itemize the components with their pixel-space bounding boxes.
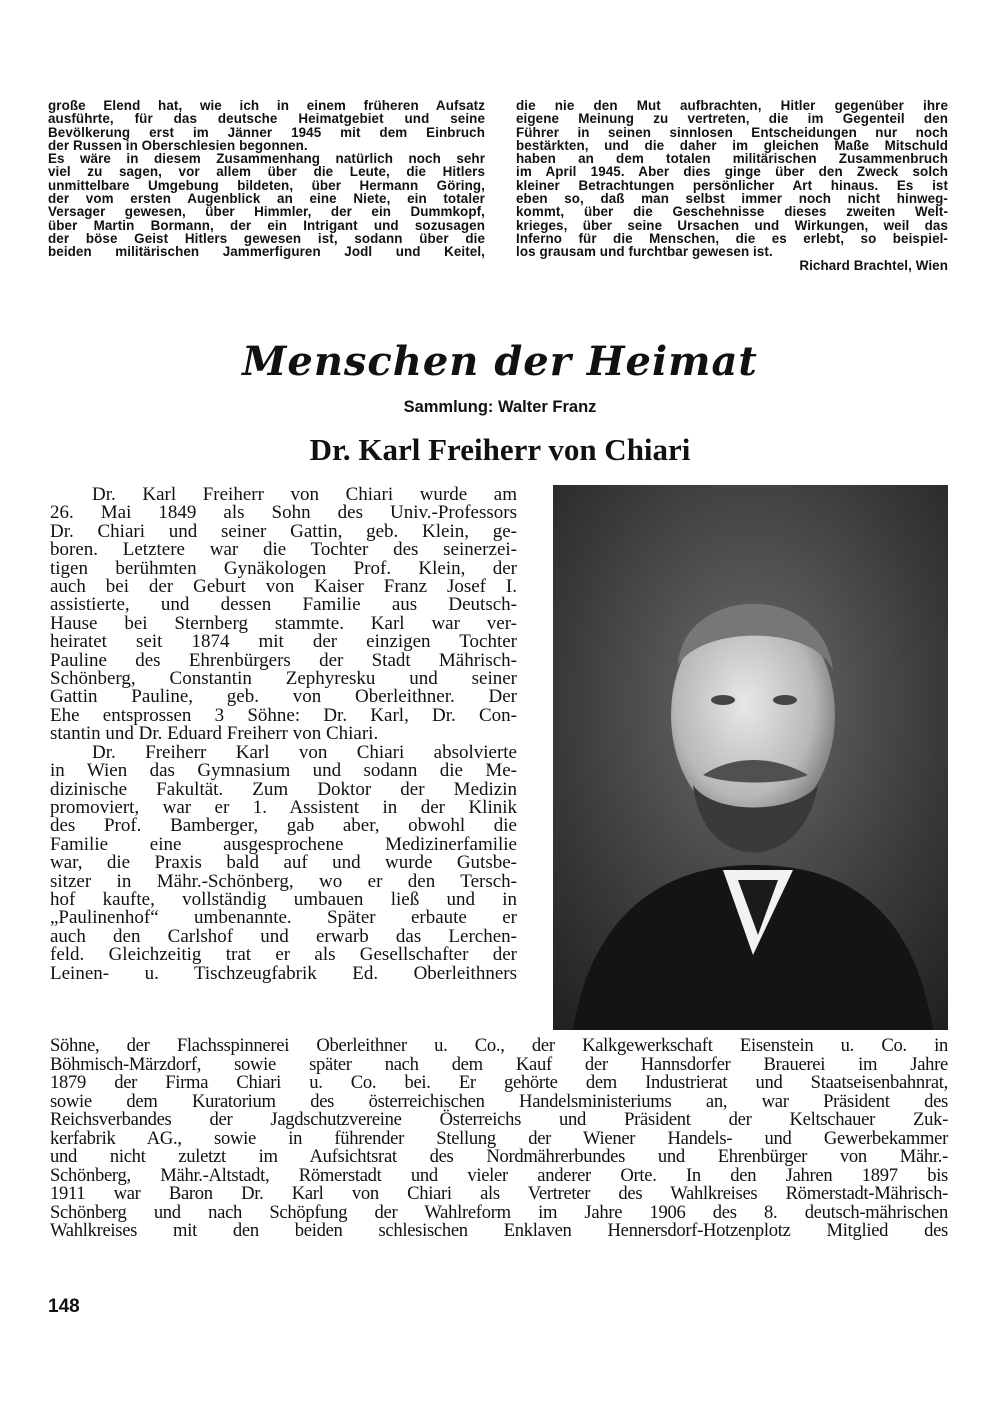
text-line: Richard Brachtel, Wien [799,257,948,273]
text-line: des Prof. Bamberger, gab aber, obwohl die [50,815,517,837]
text-line: der Russen in Oberschlesien begonnen. [48,137,308,153]
text-line: feld. Gleichzeitig trat er als Gesellschafter der [50,944,517,966]
text-line: heiratet seit 1874 mit der einzigen Tochter [50,631,517,653]
text-line: im April 1945. Aber dies ginge über den Zweck solch [516,164,948,180]
text-line: der vom ersten Augenblick an eine Niete, ein totaler [48,191,485,207]
text-line: auch den Carlshof und erwarb das Lerchen- [50,925,517,947]
text-line: „Paulinenhof“ umbenannte. Später erbaute er [50,907,517,929]
text-line: ausführte, für das deutsche Heimatgebiet und seine [48,111,485,127]
text-line: Es wäre in diesem Zusammenhang natürlich noch sehr [48,151,485,167]
text-line: Leinen- u. Tischzeugfabrik Ed. Oberleithners [50,962,517,984]
text-line: Schönberg, Constantin Zephyresku und seiner [50,668,517,690]
text-line: Dr. Karl Freiherr von Chiari wurde am [92,484,517,505]
text-line: sowie dem Kuratorium des österreichischen Handelsministeriums an, war Präsident des [50,1090,948,1112]
text-line: Schönberg, Mähr.-Altstadt, Römerstadt und vieler anderer Orte. In den Jahren 1897 bis [50,1164,948,1186]
text-line: der böse Geist Hitlers gewesen ist, sodann über die [48,230,485,246]
text-line: die nie den Mut aufbrachten, Hitler gegenüber ihre [516,98,948,113]
text-line: war, die Praxis bald auf und wurde Gutsbe- [50,852,517,874]
article-body-full-width [50,1037,948,1241]
text-line: stantin und Dr. Eduard Freiherr von Chiari. [50,723,379,745]
text-line: Versager gewesen, über Himmler, der ein Dummkopf, [48,204,485,220]
text-line: dizinische Fakultät. Zum Doktor der Medizin [50,778,517,800]
text-line: Söhne, der Flachsspinnerei Oberleithner u. Co., der Kalkgewerkschaft Eisenstein u. Co. in [50,1035,948,1056]
article-body-left-column [50,486,517,983]
text-line: Pauline des Ehrenbürgers der Stadt Mährisch- [50,649,517,671]
text-line: viel zu sagen, vor allem über die Leute, die Hitlers [48,164,485,180]
top-left-column [48,99,485,259]
text-line: Führer in seinen sinnlosen Entscheidungen nur noch [516,124,948,140]
section-title: Menschen der Heimat [242,338,758,385]
text-line: unmittelbare Umgebung bildeten, über Hermann Göring, [48,177,485,193]
text-line: in Wien das Gymnasium und sodann die Me- [50,760,517,782]
text-line: kerfabrik AG., sowie in führender Stellung der Wiener Handels- und Gewerbekammer [50,1127,948,1149]
text-line: Familie eine ausgesprochene Medizinerfamilie [50,833,517,855]
text-line: über Martin Bormann, der ein Intrigant und sozusagen [48,217,485,233]
text-line: Reichsverbandes der Jagdschutzvereine Österreichs und Präsident der Keltschauer Zuk- [50,1109,948,1130]
text-line: assistierte, und dessen Familie aus Deutsch- [50,594,517,616]
text-line: bestärkten, und die daher im gleichen Maße Mitschuld [516,137,948,153]
text-line: Hause bei Sternberg stammte. Karl war ver- [50,612,517,634]
text-line: Ehe entsprossen 3 Söhne: Dr. Karl, Dr. Con- [50,704,517,726]
text-line: beiden militärischen Jammerfiguren Jodl und Keitel, [48,244,485,260]
collection-credit: Sammlung: Walter Franz [403,398,597,416]
text-line: und nicht zuletzt im Aufsichtsrat des Nordmährerbundes und Ehrenbürger von Mähr.- [50,1146,948,1167]
page-number: 148 [48,1296,80,1317]
text-line: Böhmisch-Märzdorf, sowie später nach dem Kauf der Hannsdorfer Brauerei im Jahre [50,1053,948,1075]
text-line: boren. Letztere war die Tochter des seinerzei- [50,539,517,561]
text-line: Dr. Chiari und seiner Gattin, geb. Klein, ge- [50,520,517,542]
text-line: eigene Meinung zu vertreten, die im Gegenteil den [516,111,948,127]
top-right-column [516,99,948,272]
text-line: tigen berühmten Gynäkologen Prof. Klein, der [50,557,517,579]
text-line: 1879 der Firma Chiari u. Co. bei. Er gehörte dem Industrierat und Staatseisenbahnrat, [50,1072,948,1093]
text-line: promoviert, war er 1. Assistent in der Klinik [50,796,517,818]
text-line: hof kaufte, vollständig umbauen ließ und in [50,888,517,910]
text-line: Bevölkerung erst im Jänner 1945 mit dem Einbruch [48,124,485,140]
text-line: Schönberg und nach Schöpfung der Wahlreform im Jahre 1906 des 8. deutsch-mährischen [50,1201,948,1223]
text-line: kleiner Betrachtungen persönlicher Art hinaus. Es ist [516,177,948,193]
portrait-photo [553,485,948,1030]
text-line: große Elend hat, wie ich in einem früheren Aufsatz [48,98,485,113]
text-line: kommt, über die Geschehnisse dieses zweiten Welt- [516,204,948,220]
article-title: Dr. Karl Freiherr von Chiari [309,432,691,467]
text-line: haben an dem totalen militärischen Zusammenbruch [516,151,948,167]
text-line: krieges, über seine Ursachen und Wirkungen, weil das [516,217,948,233]
text-line: auch bei der Geburt von Kaiser Franz Josef I. [50,576,517,598]
text-line: eben so, daß man selbst immer noch nicht hinweg- [516,191,948,207]
text-line: Wahlkreises mit den beiden schlesischen Enklaven Hennersdorf-Hotzenplotz Mitglied des [50,1220,948,1241]
text-line: Gattin Pauline, geb. von Oberleithner. Der [50,686,517,708]
text-line: Inferno für die Menschen, die es erlebt, so beispiel- [516,230,948,246]
text-line: 26. Mai 1849 als Sohn des Univ.-Professors [50,502,517,524]
text-line: los grausam und furchtbar gewesen ist. [516,244,773,260]
text-line: Dr. Freiherr Karl von Chiari absolvierte [92,741,517,763]
text-line: 1911 war Baron Dr. Karl von Chiari als Vertreter des Wahlkreises Römerstadt-Mährisch- [50,1183,948,1204]
text-line: sitzer in Mähr.-Schönberg, wo er den Tersch- [50,870,517,892]
